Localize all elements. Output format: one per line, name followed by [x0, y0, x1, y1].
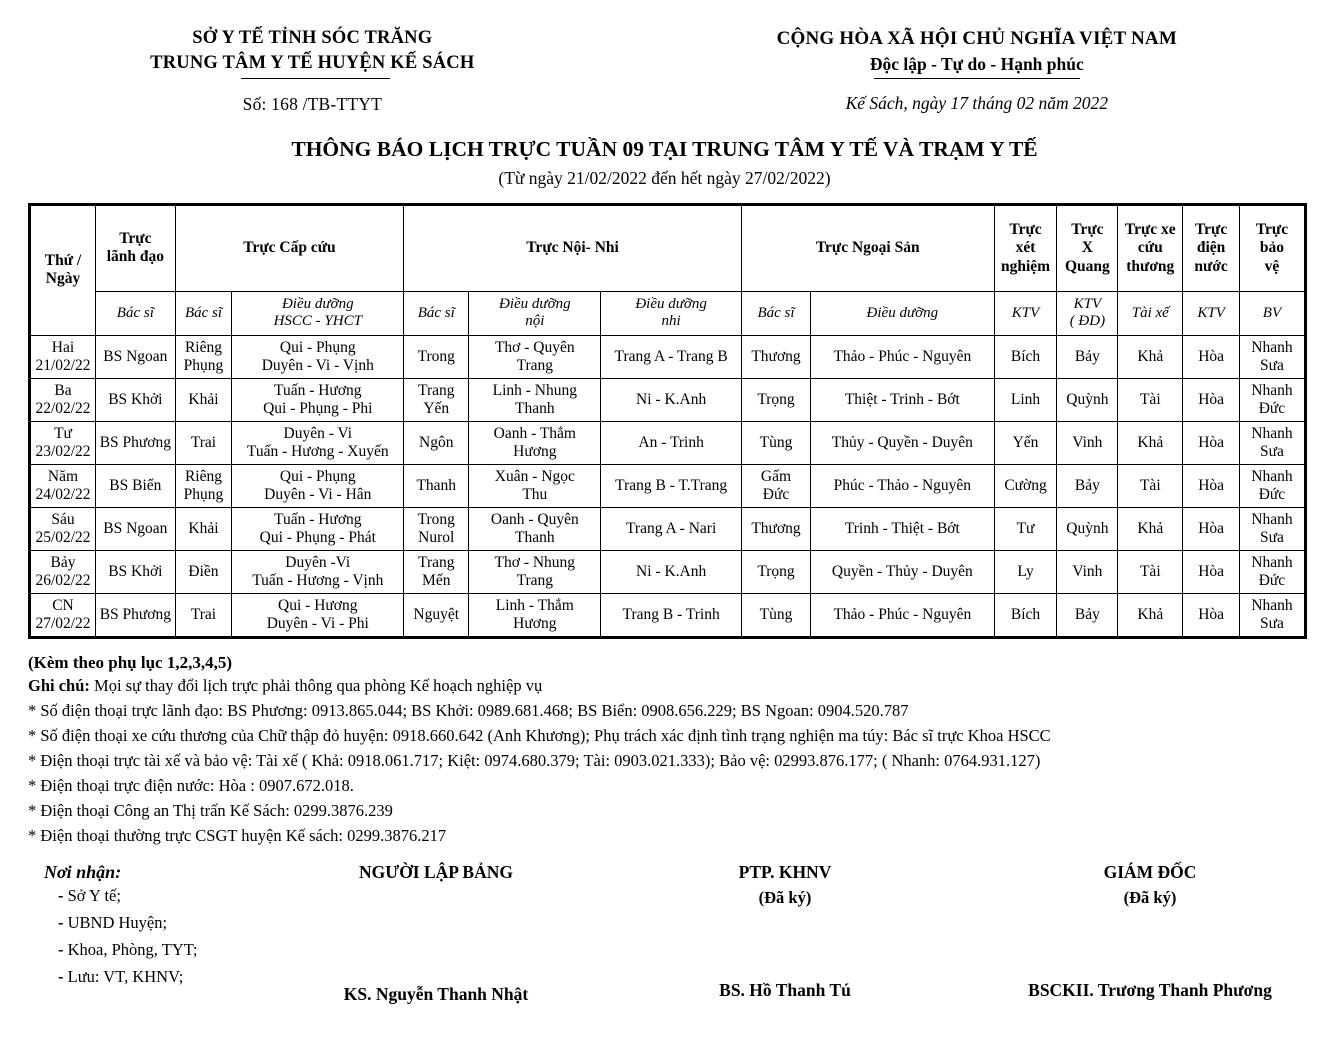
table-header-row-roles — [31, 291, 1305, 335]
table-row — [31, 507, 1305, 550]
general-note — [28, 673, 1329, 698]
place-and-date: Kế Sách, ngày 17 tháng 02 năm 2022 — [845, 93, 1109, 114]
cell-emergency-doctor: Trai — [175, 593, 232, 636]
notes-section — [28, 653, 1329, 849]
header-xray: Trực X Quang — [1057, 205, 1118, 291]
note-text: Mọi sự thay đổi lịch trực phải thông qua phòng Kế hoạch nghiệp vụ — [89, 675, 543, 695]
title-block — [0, 137, 1329, 189]
cell-leadership: BS Khởi — [96, 378, 176, 421]
cell-surgery-doctor: Thương — [741, 335, 810, 378]
recipient-item: - Lưu: VT, KHNV; — [58, 966, 184, 986]
table-row — [31, 464, 1305, 507]
cell-surgery-doctor: Tùng — [741, 593, 810, 636]
recipient-item: - Sở Y tế; — [58, 886, 121, 906]
cell-utilities: Hòa — [1183, 421, 1240, 464]
header-emergency: Trực Cấp cứu — [175, 205, 404, 291]
cell-internal-doctor: Trang Mến — [404, 550, 469, 593]
cell-lab: Ly — [994, 550, 1057, 593]
cell-emergency-nurse: Duyên -Vi Tuấn - Hương - Vịnh — [232, 550, 404, 593]
cell-surgery-nurse: Thảo - Phúc - Nguyên — [811, 593, 994, 636]
cell-pediatric-nurse: Trang B - Trinh — [601, 593, 742, 636]
note-line: * Điện thoại thường trực CSGT huyện Kế sách: 0299.3876.217 — [28, 826, 447, 846]
cell-lab: Cường — [994, 464, 1057, 507]
nation-name: CỘNG HÒA XÃ HỘI CHỦ NGHĨA VIỆT NAM — [776, 28, 1177, 49]
cell-xray: Quỳnh — [1057, 507, 1118, 550]
cell-pediatric-nurse: Trang A - Trang B — [601, 335, 742, 378]
subheader-lab-role: KTV — [994, 291, 1057, 335]
cell-utilities: Hòa — [1183, 507, 1240, 550]
header-surgery-obstetrics: Trực Ngoại Sản — [741, 205, 994, 291]
cell-emergency-nurse: Qui - Phụng Duyên - Vi - Hân — [232, 464, 404, 507]
cell-surgery-nurse: Quyền - Thủy - Duyên — [811, 550, 994, 593]
table-body — [31, 335, 1305, 636]
cell-security: Nhanh Đức — [1239, 550, 1304, 593]
cell-xray: Quỳnh — [1057, 378, 1118, 421]
duty-schedule-table — [30, 205, 1305, 637]
table-head — [31, 205, 1305, 335]
table-header-row-groups — [31, 205, 1305, 291]
cell-ambulance: Khả — [1118, 335, 1183, 378]
cell-xray: Bảy — [1057, 593, 1118, 636]
cell-lab: Linh — [994, 378, 1057, 421]
cell-pediatric-nurse: Ni - K.Anh — [601, 550, 742, 593]
cell-internal-nurse: Thơ - Quyên Trang — [469, 335, 601, 378]
table-row — [31, 593, 1305, 636]
subheader-ns-doctor: Bác sĩ — [741, 291, 810, 335]
table-row — [31, 421, 1305, 464]
signature-deputy-head — [660, 862, 910, 1001]
cell-lab: Bích — [994, 335, 1057, 378]
cell-pediatric-nurse: Trang A - Nari — [601, 507, 742, 550]
cell-leadership: BS Phương — [96, 593, 176, 636]
header-day: Thứ / Ngày — [31, 205, 96, 335]
cell-security: Nhanh Sưa — [1239, 421, 1304, 464]
note-line: * Điện thoại Công an Thị trấn Kế Sách: 0299.3876.239 — [28, 801, 393, 821]
table-row — [31, 550, 1305, 593]
note-lines-list — [28, 698, 1329, 848]
cell-surgery-doctor: Thương — [741, 507, 810, 550]
cell-lab: Yến — [994, 421, 1057, 464]
header-ambulance: Trực xe cứu thương — [1118, 205, 1183, 291]
cell-internal-nurse: Linh - Nhung Thanh — [469, 378, 601, 421]
cell-emergency-doctor: Khải — [175, 507, 232, 550]
cell-day-date: Hai 21/02/22 — [31, 335, 96, 378]
signature-preparer — [296, 862, 576, 1005]
cell-emergency-nurse: Tuấn - Hương Qui - Phụng - Phi — [232, 378, 404, 421]
cell-emergency-doctor: Khải — [175, 378, 232, 421]
cell-internal-doctor: Ngôn — [404, 421, 469, 464]
page-title: THÔNG BÁO LỊCH TRỰC TUẦN 09 TẠI TRUNG TÂM Y TẾ VÀ TRẠM Y TẾ — [291, 136, 1038, 161]
cell-surgery-nurse: Phúc - Thảo - Nguyên — [811, 464, 994, 507]
cell-security: Nhanh Đức — [1239, 464, 1304, 507]
cell-ambulance: Tài — [1118, 378, 1183, 421]
cell-day-date: Sáu 25/02/22 — [31, 507, 96, 550]
cell-security: Nhanh Sưa — [1239, 507, 1304, 550]
header-leadership: Trực lãnh đạo — [96, 205, 176, 291]
cell-day-date: Bảy 26/02/22 — [31, 550, 96, 593]
cell-leadership: BS Biển — [96, 464, 176, 507]
cell-security: Nhanh Sưa — [1239, 593, 1304, 636]
table-row — [31, 335, 1305, 378]
cell-day-date: Năm 24/02/22 — [31, 464, 96, 507]
national-motto: Độc lập - Tự do - Hạnh phúc — [870, 52, 1084, 77]
header-left-block — [0, 26, 625, 115]
cell-utilities: Hòa — [1183, 335, 1240, 378]
subheader-nn-doctor: Bác sĩ — [404, 291, 469, 335]
district-health-center: TRUNG TÂM Y TẾ HUYỆN KẾ SÁCH — [150, 51, 474, 76]
subheader-security-role: BV — [1239, 291, 1304, 335]
recipient-item: - Khoa, Phòng, TYT; — [58, 939, 198, 959]
deputy-head-role: PTP. KHNV — [738, 862, 832, 883]
cell-internal-nurse: Xuân - Ngọc Thu — [469, 464, 601, 507]
cell-pediatric-nurse: Trang B - T.Trang — [601, 464, 742, 507]
subheader-nn-nurse-pediatric: Điều dưỡng nhi — [601, 291, 742, 335]
cell-internal-doctor: Trang Yến — [404, 378, 469, 421]
recipients-list — [44, 883, 198, 990]
cell-surgery-nurse: Trinh - Thiệt - Bớt — [811, 507, 994, 550]
subheader-ns-nurse: Điều dưỡng — [811, 291, 994, 335]
cell-ambulance: Khả — [1118, 421, 1183, 464]
cell-internal-nurse: Linh - Thắm Hương — [469, 593, 601, 636]
cell-leadership: BS Khởi — [96, 550, 176, 593]
cell-surgery-doctor: Gấm Đức — [741, 464, 810, 507]
cell-surgery-nurse: Thảo - Phúc - Nguyên — [811, 335, 994, 378]
cell-pediatric-nurse: Ni - K.Anh — [601, 378, 742, 421]
cell-internal-nurse: Oanh - Quyên Thanh — [469, 507, 601, 550]
cell-emergency-doctor: Điền — [175, 550, 232, 593]
schedule-table-border — [28, 203, 1307, 639]
subheader-ambulance-role: Tài xế — [1118, 291, 1183, 335]
cell-utilities: Hòa — [1183, 464, 1240, 507]
cell-lab: Tư — [994, 507, 1057, 550]
director-name: BSCKII. Trương Thanh Phương — [1028, 980, 1272, 1001]
signature-area — [0, 862, 1329, 1037]
document-number: Số: 168 /TB-TTYT — [242, 93, 382, 114]
subheader-nn-nurse-internal: Điều dưỡng nội — [469, 291, 601, 335]
cell-day-date: CN 27/02/22 — [31, 593, 96, 636]
recipient-item: - UBND Huyện; — [58, 913, 168, 933]
cell-ambulance: Khả — [1118, 507, 1183, 550]
cell-security: Nhanh Sưa — [1239, 335, 1304, 378]
subheader-cc-doctor: Bác sĩ — [175, 291, 232, 335]
province-health-dept: SỞ Y TẾ TỈNH SÓC TRĂNG — [192, 28, 433, 48]
cell-xray: Vinh — [1057, 421, 1118, 464]
cell-emergency-nurse: Qui - Hương Duyên - Vi - Phi — [232, 593, 404, 636]
attachment-note: (Kèm theo phụ lục 1,2,3,4,5) — [28, 652, 232, 672]
deputy-head-name: BS. Hồ Thanh Tú — [719, 980, 851, 1001]
cell-emergency-nurse: Tuấn - Hương Qui - Phụng - Phát — [232, 507, 404, 550]
preparer-name: KS. Nguyễn Thanh Nhật — [343, 984, 529, 1005]
cell-ambulance: Khả — [1118, 593, 1183, 636]
header-right-block — [625, 26, 1329, 115]
cell-emergency-doctor: Trai — [175, 421, 232, 464]
cell-emergency-doctor: Riêng Phụng — [175, 464, 232, 507]
cell-day-date: Tư 23/02/22 — [31, 421, 96, 464]
page-subtitle: (Từ ngày 21/02/2022 đến hết ngày 27/02/2022) — [498, 167, 831, 188]
cell-surgery-nurse: Thiệt - Trinh - Bớt — [811, 378, 994, 421]
cell-internal-doctor: Thanh — [404, 464, 469, 507]
header-security: Trực bảo vệ — [1239, 205, 1304, 291]
subheader-cc-nurse: Điều dưỡng HSCC - YHCT — [232, 291, 404, 335]
cell-surgery-doctor: Tùng — [741, 421, 810, 464]
cell-surgery-doctor: Trọng — [741, 550, 810, 593]
header-lab: Trực xét nghiệm — [994, 205, 1057, 291]
subheader-lead-role: Bác sĩ — [96, 291, 176, 335]
note-label: Ghi chú: — [28, 675, 90, 695]
header-internal-pediatric: Trực Nội- Nhi — [404, 205, 742, 291]
recipients-block — [44, 862, 198, 990]
cell-internal-doctor: Trong — [404, 335, 469, 378]
deputy-head-signed: (Đã ký) — [758, 888, 812, 908]
cell-surgery-nurse: Thủy - Quyền - Duyên — [811, 421, 994, 464]
cell-xray: Bảy — [1057, 464, 1118, 507]
cell-surgery-doctor: Trọng — [741, 378, 810, 421]
cell-internal-doctor: Trong Nurol — [404, 507, 469, 550]
cell-internal-nurse: Oanh - Thắm Hương — [469, 421, 601, 464]
cell-xray: Bảy — [1057, 335, 1118, 378]
cell-utilities: Hòa — [1183, 550, 1240, 593]
note-line: * Số điện thoại xe cứu thương của Chữ thập đỏ huyện: 0918.660.642 (Anh Khương); Phụ trách xác định tình trạng nghiện ma túy: Bác sĩ trực Khoa HSCC — [28, 726, 1051, 746]
recipients-title: Nơi nhận: — [44, 862, 122, 883]
cell-ambulance: Tài — [1118, 550, 1183, 593]
cell-utilities: Hòa — [1183, 593, 1240, 636]
note-line: * Số điện thoại trực lãnh đạo: BS Phương: 0913.865.044; BS Khởi: 0989.681.468; BS Biển: 0908.656.229; BS Ngoan: 0904.520.787 — [28, 701, 909, 721]
cell-leadership: BS Ngoan — [96, 335, 176, 378]
subheader-xray-role: KTV ( ĐD) — [1057, 291, 1118, 335]
signature-director — [990, 862, 1310, 1001]
preparer-role: NGƯỜI LẬP BẢNG — [359, 862, 513, 883]
cell-internal-nurse: Thơ - Nhung Trang — [469, 550, 601, 593]
cell-xray: Vinh — [1057, 550, 1118, 593]
cell-lab: Bích — [994, 593, 1057, 636]
document-header — [0, 0, 1329, 115]
cell-pediatric-nurse: An - Trinh — [601, 421, 742, 464]
cell-emergency-doctor: Riêng Phụng — [175, 335, 232, 378]
director-signed: (Đã ký) — [1123, 888, 1177, 908]
subheader-utilities-role: KTV — [1183, 291, 1240, 335]
table-row — [31, 378, 1305, 421]
schedule-table-wrapper — [28, 203, 1329, 644]
note-line: * Điện thoại trực tài xế và bảo vệ: Tài xế ( Khả: 0918.061.717; Kiệt: 0974.680.379; Tài: 0903.021.333); Bảo vệ: 02993.876.177; ( Nhanh: 0764.931.127) — [28, 751, 1041, 771]
header-utilities: Trực điện nước — [1183, 205, 1240, 291]
cell-day-date: Ba 22/02/22 — [31, 378, 96, 421]
cell-utilities: Hòa — [1183, 378, 1240, 421]
cell-security: Nhanh Đức — [1239, 378, 1304, 421]
cell-emergency-nurse: Qui - Phụng Duyên - Vi - Vịnh — [232, 335, 404, 378]
cell-ambulance: Tài — [1118, 464, 1183, 507]
director-role: GIÁM ĐỐC — [1103, 862, 1197, 883]
cell-emergency-nurse: Duyên - Vi Tuấn - Hương - Xuyến — [232, 421, 404, 464]
cell-internal-doctor: Nguyệt — [404, 593, 469, 636]
note-line: * Điện thoại trực điện nước: Hòa : 0907.672.018. — [28, 776, 354, 796]
cell-leadership: BS Ngoan — [96, 507, 176, 550]
cell-leadership: BS Phương — [96, 421, 176, 464]
